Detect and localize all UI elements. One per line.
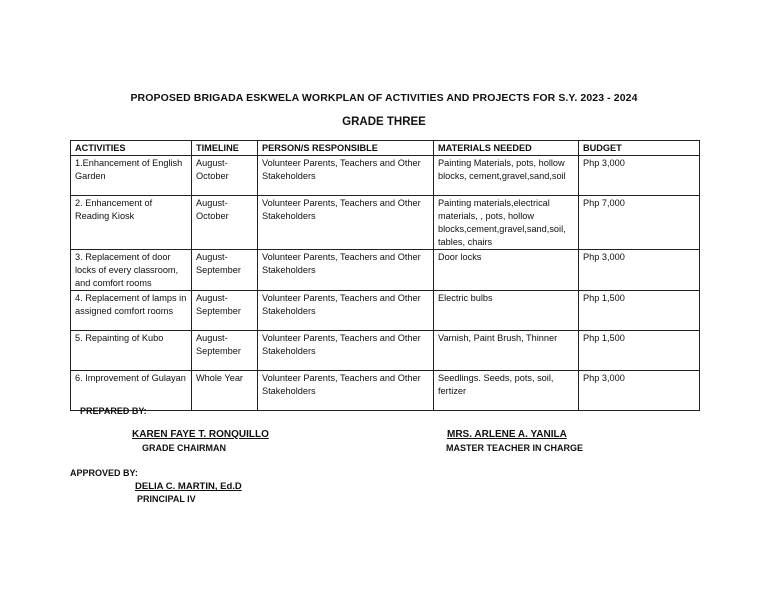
approver-name: DELIA C. MARTIN, Ed.D xyxy=(135,481,242,492)
approved-by-label: APPROVED BY: xyxy=(70,468,138,478)
header-budget: BUDGET xyxy=(579,141,700,156)
responsible-cell: Volunteer Parents, Teachers and Other Stakeholders xyxy=(258,196,434,250)
timeline-cell: August-October xyxy=(192,156,258,196)
materials-cell: Painting materials,electrical materials, , pots, hollow blocks,cement,gravel,sand,soil, tables, chairs xyxy=(434,196,579,250)
responsible-cell: Volunteer Parents, Teachers and Other Stakeholders xyxy=(258,291,434,331)
activity-cell: 2. Enhancement of Reading Kiosk xyxy=(71,196,192,250)
header-responsible: PERSON/S RESPONSIBLE xyxy=(258,141,434,156)
budget-cell: Php 3,000 xyxy=(579,156,700,196)
timeline-cell: August-October xyxy=(192,196,258,250)
timeline-cell: August-September xyxy=(192,291,258,331)
header-activities: ACTIVITIES xyxy=(71,141,192,156)
master-teacher-name: MRS. ARLENE A. YANILA xyxy=(447,429,567,440)
responsible-cell: Volunteer Parents, Teachers and Other Stakeholders xyxy=(258,250,434,291)
prepared-by-label: PREPARED BY: xyxy=(80,406,147,416)
responsible-cell: Volunteer Parents, Teachers and Other Stakeholders xyxy=(258,156,434,196)
timeline-cell: August-September xyxy=(192,250,258,291)
budget-cell: Php 3,000 xyxy=(579,371,700,411)
budget-cell: Php 7,000 xyxy=(579,196,700,250)
table-row xyxy=(71,291,700,331)
budget-cell: Php 1,500 xyxy=(579,291,700,331)
table-row xyxy=(71,196,700,250)
activity-cell: 6. Improvement of Gulayan xyxy=(71,371,192,411)
header-materials: MATERIALS NEEDED xyxy=(434,141,579,156)
table-row xyxy=(71,250,700,291)
table-row xyxy=(71,371,700,411)
budget-cell: Php 3,000 xyxy=(579,250,700,291)
materials-cell: Door locks xyxy=(434,250,579,291)
materials-cell: Seedlings. Seeds, pots, soil, fertizer xyxy=(434,371,579,411)
table-header-row xyxy=(71,141,700,156)
table-row xyxy=(71,156,700,196)
preparer-name: KAREN FAYE T. RONQUILLO xyxy=(132,429,269,440)
timeline-cell: August-September xyxy=(192,331,258,371)
materials-cell: Varnish, Paint Brush, Thinner xyxy=(434,331,579,371)
document-title: PROPOSED BRIGADA ESKWELA WORKPLAN OF ACTIVITIES AND PROJECTS FOR S.Y. 2023 - 2024 xyxy=(130,92,638,104)
preparer-title: GRADE CHAIRMAN xyxy=(142,443,226,453)
header-timeline: TIMELINE xyxy=(192,141,258,156)
responsible-cell: Volunteer Parents, Teachers and Other Stakeholders xyxy=(258,331,434,371)
activity-cell: 5. Repainting of Kubo xyxy=(71,331,192,371)
activity-cell: 4. Replacement of lamps in assigned comfort rooms xyxy=(71,291,192,331)
materials-cell: Painting Materials, pots, hollow blocks, cement,gravel,sand,soil xyxy=(434,156,579,196)
table-row xyxy=(71,331,700,371)
activity-cell: 3. Replacement of door locks of every classroom, and comfort rooms xyxy=(71,250,192,291)
timeline-cell: Whole Year xyxy=(192,371,258,411)
master-teacher-title: MASTER TEACHER IN CHARGE xyxy=(446,443,584,453)
responsible-cell: Volunteer Parents, Teachers and Other Stakeholders xyxy=(258,371,434,411)
workplan-table xyxy=(70,140,700,411)
activity-cell: 1.Enhancement of English Garden xyxy=(71,156,192,196)
budget-cell: Php 1,500 xyxy=(579,331,700,371)
materials-cell: Electric bulbs xyxy=(434,291,579,331)
approver-title: PRINCIPAL IV xyxy=(137,494,196,504)
grade-title: GRADE THREE xyxy=(342,116,426,128)
